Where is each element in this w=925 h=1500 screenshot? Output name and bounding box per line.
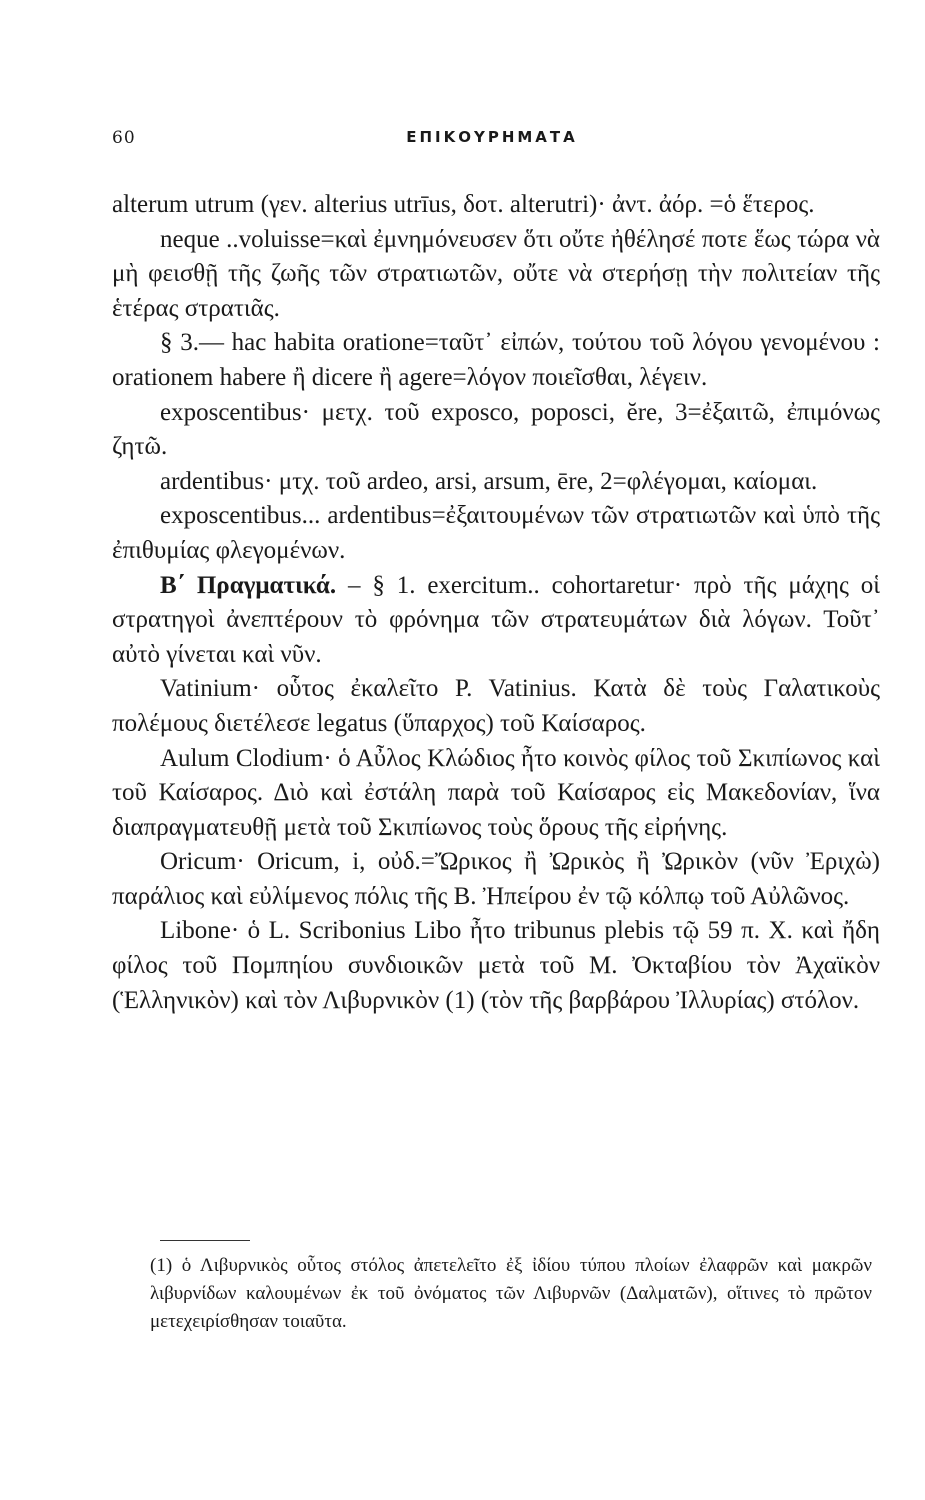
page-header (112, 128, 872, 158)
footnote-divider (160, 1240, 250, 1241)
paragraph: § 3.— hac habita oratione=ταῦτ᾿ εἰπών, τούτου τοῦ λόγου γενομένου : orationem habere ἢ dicere ἢ agere=λόγον ποιεῖσθαι, λέγειν. (112, 329, 880, 391)
section-heading: Β΄ Πραγματικά. (160, 571, 337, 599)
paragraph: exposcentibus... ardentibus=ἐξαιτουμένων τῶν στρατιωτῶν καὶ ὑπὸ τῆς ἐπιθυμίας φλεγομένων. (112, 502, 880, 564)
footnotes (150, 1252, 872, 1336)
footnote: (1) ὁ Λιβυρνικὸς οὗτος στόλος ἀπετελεῖτο ἐξ ἰδίου τύπου πλοίων ἐλαφρῶν καὶ μακρῶν λιβυρνίδων καλουμένων ἐκ τοῦ ὀνόματος τῶν Λιβυρνῶν (Δαλματῶν), οἵτινες τὸ πρῶτον μετεχειρίσθησαν τοιαῦτα. (150, 1255, 872, 1332)
paragraph: Oricum· Oricum, i, οὐδ.=Ὤρικος ἢ Ὠρικὸς ἢ Ὠρικὸν (νῦν Ἐριχὼ) παράλιος καὶ εὐλίμενος πόλις τῆς Β. Ἠπείρου ἐν τῷ κόλπῳ τοῦ Αὐλῶνος. (112, 848, 880, 910)
paragraph: alterum utrum (γεν. alterius utrīus, δοτ. alterutri)· ἀντ. ἀόρ. =ὁ ἕτερος. (112, 191, 815, 218)
main-text (112, 188, 880, 1018)
section-paragraph (112, 569, 880, 673)
paragraph: Libone· ὁ L. Scribonius Libo ἦτο tribunus plebis τῷ 59 π. Χ. καὶ ἤδη φίλος τοῦ Πομπηίου συνδιοικῶν μετὰ τοῦ Μ. Ὀκταβίου τὸν Ἀχαϊκὸν (Ἑλληνικὸν) καὶ τὸν Λιβυρνικὸν (1) (τὸν τῆς βαρβάρου Ἰλλυρίας) στόλον. (112, 917, 880, 1014)
paragraph: ardentibus· μτχ. τοῦ ardeo, arsi, arsum, ēre, 2=φλέγομαι, καίομαι. (160, 467, 818, 495)
paragraph: neque ..voluisse=καὶ ἐμνημόνευσεν ὅτι οὔτε ἠθέλησέ ποτε ἕως τώρα νὰ μὴ φεισθῇ τῆς ζωῆς τῶν στρατιωτῶν, οὔτε νὰ στερήσῃ τὴν πολιτείαν τῆς ἑτέρας στρατιᾶς. (112, 225, 880, 322)
paragraph: Aulum Clodium· ὁ Αὖλος Κλώδιος ἦτο κοινὸς φίλος τοῦ Σκιπίωνος καὶ τοῦ Καίσαρος. Διὸ καὶ ἐστάλη παρὰ τοῦ Καίσαρος εἰς Μακεδονίαν, ἵνα διαπραγματευθῇ μετὰ τοῦ Σκιπίωνος τοὺς ὅρους τῆς εἰρήνης. (112, 744, 880, 841)
paragraph: Vatinium· οὗτος ἐκαλεῖτο P. Vatinius. Κατὰ δὲ τοὺς Γαλατικοὺς πολέμους διετέλεσε legatus (ὕπαρχος) τοῦ Καίσαρος. (112, 675, 880, 737)
running-title: ΕΠΙΚΟΥΡΗΜΑΤΑ (406, 128, 578, 146)
section-text: – § 1. exercitum.. cohortaretur· πρὸ τῆς μάχης οἱ στρατηγοὶ ἀνεπτέρουν τὸ φρόνημα τῶν στρατευμάτων διὰ λόγων. Τοῦτ᾿ αὐτὸ γίνεται καὶ νῦν. (112, 571, 880, 668)
page-number: 60 (112, 128, 136, 148)
paragraph: exposcentibus· μετχ. τοῦ exposco, poposci, ĕre, 3=ἐξαιτῶ, ἐπιμόνως ζητῶ. (112, 398, 880, 461)
